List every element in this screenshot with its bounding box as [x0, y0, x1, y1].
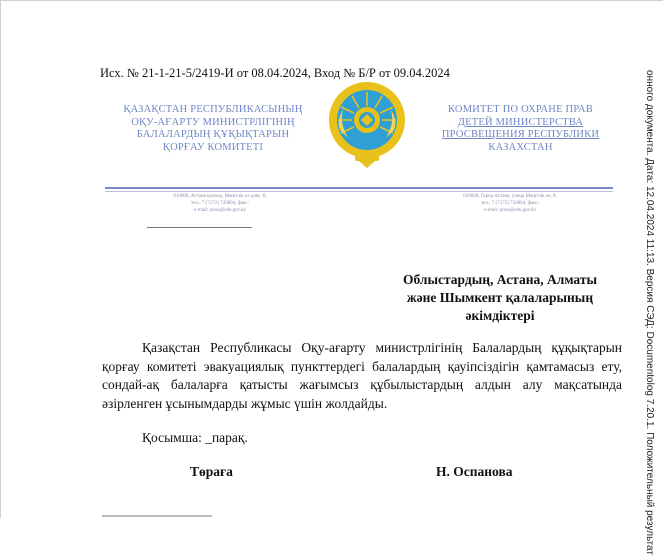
- address-line: 010000, Город Астана, улица Мәңгілік ел, 8,: [463, 194, 557, 199]
- header-rule-thick: [105, 187, 613, 189]
- recipient-line: әкімдіктері: [465, 308, 535, 323]
- org-right-line: ПРОСВЕЩЕНИЯ РЕСПУБЛИКИ: [441, 129, 600, 140]
- address-line: e-mail: press@edu.gov.kz: [194, 208, 246, 213]
- attachment-note: Қосымша: _парақ.: [142, 430, 248, 445]
- address-line: e-mail: press@edu.gov.kz: [484, 208, 536, 213]
- cut-off-text-fragment: [102, 512, 212, 518]
- org-left-line: БАЛАЛАРДЫҢ ҚҰҚЫҚТАРЫН: [136, 129, 290, 140]
- header-rule-thin: [105, 191, 613, 192]
- recipient-line: Облыстардың, Астана, Алматы: [402, 272, 598, 287]
- org-name-russian: [428, 104, 613, 154]
- org-left-line: ҚОРҒАУ КОМИТЕТІ: [162, 141, 264, 153]
- org-right-line: КОМИТЕТ ПО ОХРАНЕ ПРАВ: [447, 104, 593, 115]
- page-border-left: [0, 0, 1, 518]
- recipient-line: және Шымкент қалаларының: [406, 290, 594, 305]
- address-line: 010000, Астана қаласы, Мәңгілік ел даңғ. 8,: [173, 194, 267, 199]
- state-emblem-icon: [326, 80, 408, 170]
- org-name-kazakh: [108, 104, 318, 154]
- registration-number-line: [147, 227, 252, 228]
- address-line: тел.: 7 (7172) 743894, факс:: [481, 201, 539, 206]
- org-left-line: ҚАЗАҚСТАН РЕСПУБЛИКАСЫНЫҢ: [123, 104, 303, 115]
- org-left-line: ОҚУ-АҒАРТУ МИНИСТРЛІГІНІҢ: [131, 116, 295, 128]
- address-line: тел.: 7 (7172) 743894, факс:: [191, 201, 249, 206]
- signatory-title: Төраға: [190, 464, 233, 479]
- address-kazakh: [140, 193, 300, 214]
- signatory-name: Н. Оспанова: [436, 464, 513, 479]
- letter-body: [102, 339, 622, 413]
- outgoing-reference: Исх. № 21-1-21-5/2419-И от 08.04.2024, Вход № Б/Р от 09.04.2024: [100, 66, 450, 80]
- page-border-top: [0, 0, 663, 1]
- recipient-block: [380, 271, 620, 325]
- edms-side-stamp: онного документа. Дата: 12.04.2024 11:13. Версия СЭД: Documentolog 7.20.1. Положительный результат: [644, 70, 655, 555]
- org-right-line: КАЗАХСТАН: [488, 141, 553, 153]
- org-right-line: ДЕТЕЙ МИНИСТЕРСТВА: [457, 116, 584, 128]
- body-paragraph: Қазақстан Республикасы Оқу-ағарту министрлігінің Балалардың құқықтарын қорғау комитеті эвакуациялық пункттердегі балалардың қауіпсіздігін қамтамасыз ету, сондай-ақ балаларға қатысты жағымсыз құбылыстардың алдын алу мақсатында әзірленген ұсынымдарды жұмыс үшін жолдайды.: [102, 340, 622, 411]
- address-russian: [430, 193, 590, 214]
